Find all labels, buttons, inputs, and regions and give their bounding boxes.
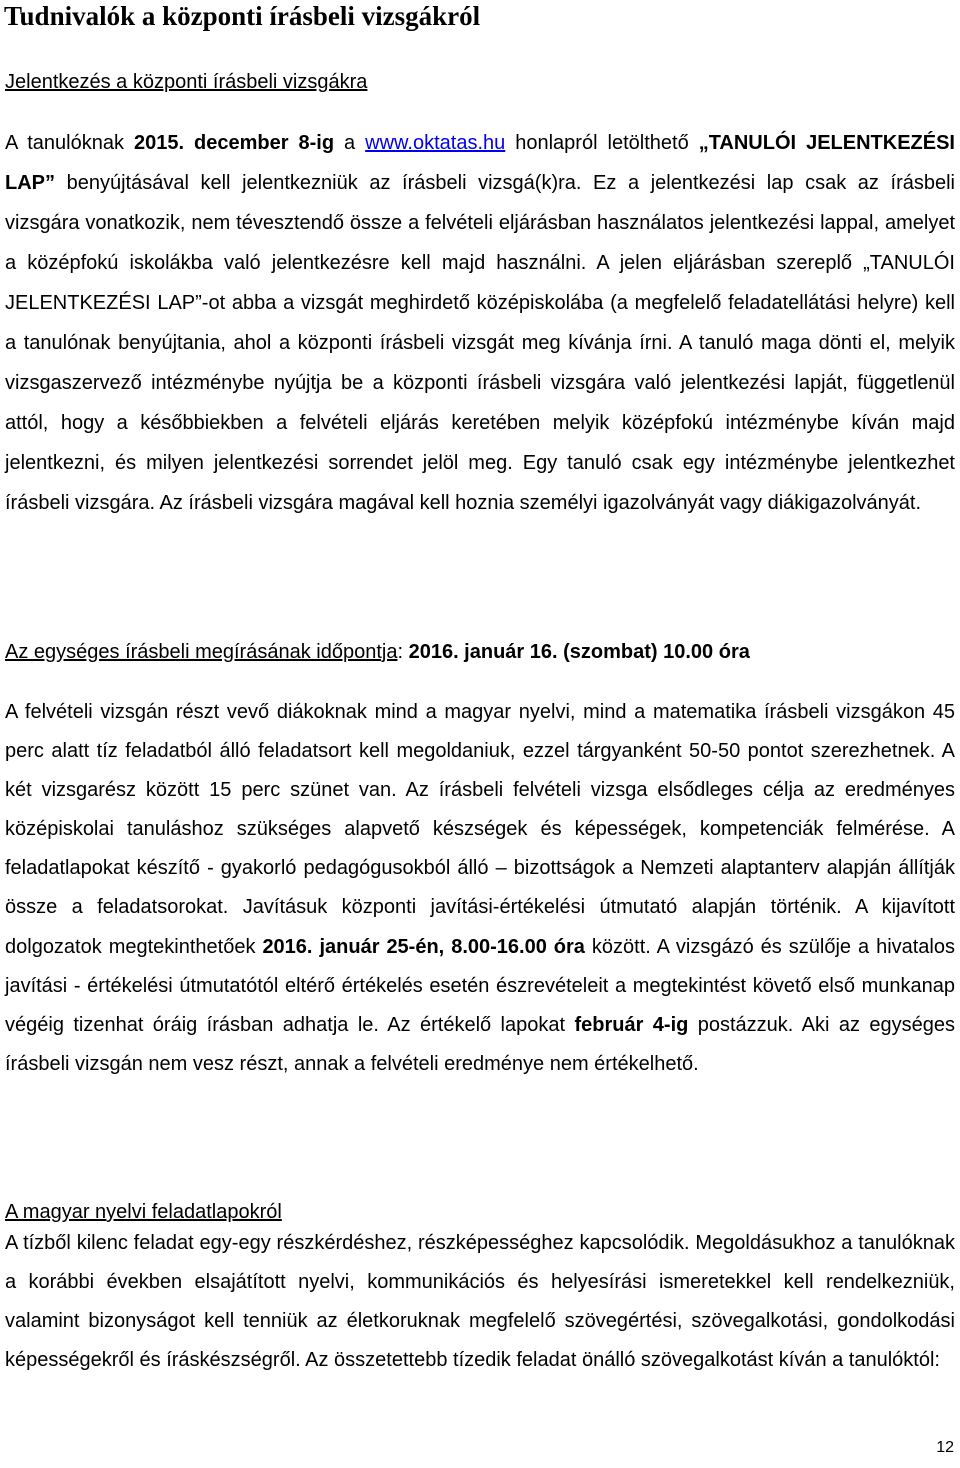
review-date: 2016. január 25-én, 8.00-16.00 óra bbox=[262, 935, 585, 958]
page-title: Tudnivalók a központi írásbeli vizsgákról bbox=[4, 1, 481, 31]
exam-date-colon: : bbox=[397, 641, 409, 663]
text-span: benyújtásával kell jelentkezniük az írásbeli vizsgá(k)ra. Ez a jelentkezési lap csak az írásbeli vizsgára vonatkozik, nem tévesztendő össze a felvételi eljárásban használatos jelentkezési lappal, amelyet a középfokú iskolákba való jelentkezésre kell majd használni. A jelen eljárásban szereplő „TANULÓI JELENTKEZÉSI LAP”-ot abba a vizsgát meghirdető középiskolába (a megfelelő feladatellátási helyre) kell a tanulónak benyújtania, ahol a központi írásbeli vizsgát meg kívánja írni. A tanuló maga dönti el, melyik vizsgaszervező intézménybe nyújtja be a központi írásbeli vizsgára való jelentkezési lapját, függetlenül attól, hogy a későbbiekben a felvételi eljárás keretében melyik középfokú intézménybe kíván majd jelentkezni, és milyen jelentkezési sorrendet jelöl meg. Egy tanuló csak egy intézménybe jelentkezhet írásbeli vizsgára. Az írásbeli vizsgára magával kell hoznia személyi igazolványát vagy diákigazolványát. bbox=[5, 172, 955, 514]
exam-date-line bbox=[5, 640, 750, 664]
registration-deadline: 2015. december 8-ig bbox=[133, 132, 335, 154]
section-heading-registration: Jelentkezés a központi írásbeli vizsgákra bbox=[5, 71, 368, 93]
page-number: 12 bbox=[936, 1439, 954, 1456]
text-span: A felvételi vizsgán részt vevő diákoknak mind a magyar nyelvi, mind a matematika írásbeli vizsgákon 45 perc alatt tíz feladatból álló feladatsort kell megoldaniuk, ezzel tárgyanként 50-50 pontot szerezhetnek. A két vizsgarész között 15 perc szünet van. Az írásbeli felvételi vizsga elsődleges célja az eredményes középiskolai tanuláshoz szükséges alapvető készségek és képességek, kompetenciák felmérése. A feladatlapokat készítő - gyakorló pedagógusokból álló – bizottságok a Nemzeti alaptanterv alapján állítják össze a feladatsorokat. Javításuk központi javítási-értékelési útmutató alapján történik. A kijavított dolgozatok megtekinthetőek bbox=[5, 701, 955, 958]
paragraph-exam-info bbox=[5, 693, 955, 1084]
text-span: A tanulóknak bbox=[5, 132, 134, 154]
text-span: honlapról letölthető bbox=[505, 132, 699, 154]
section-heading-hungarian: A magyar nyelvi feladatlapokról bbox=[5, 1201, 282, 1223]
form-name: „TANULÓI JELENTKEZÉSI LAP” bbox=[5, 132, 955, 194]
exam-date-label: Az egységes írásbeli megírásának időpontja bbox=[5, 641, 398, 663]
text-span: a bbox=[334, 132, 366, 154]
text-span: postázzuk. Aki az egységes írásbeli vizsgán nem vesz részt, annak a felvételi eredménye nem értékelhető. bbox=[5, 1013, 955, 1075]
paragraph-hungarian: A tízből kilenc feladat egy-egy részkérdéshez, részképességhez kapcsolódik. Megoldásukhoz a tanulóknak a korábbi években elsajátított nyelvi, kommunikációs és helyesírási ismeretekkel kell rendelkezniük, valamint bizonyságot kell tenniük az életkoruknak megfelelő szövegértési, szövegalkotási, gondolkodási képességekről és íráskészségről. Az összetettebb tízedik feladat önálló szövegalkotást kíván a tanulóktól: bbox=[5, 1232, 955, 1372]
paragraph-registration bbox=[5, 123, 955, 523]
exam-date-value: 2016. január 16. (szombat) 10.00 óra bbox=[408, 641, 750, 663]
mailing-date: február 4-ig bbox=[574, 1013, 689, 1036]
text-span: között. A vizsgázó és szülője a hivatalos javítási - értékelési útmutatótól eltérő értékelés esetén észrevételeit a megtekintést követő első munkanap végéig tizenhat óráig írásban adhatja le. Az értékelő lapokat bbox=[5, 935, 956, 1036]
oktatas-link[interactable]: www.oktatas.hu bbox=[365, 132, 506, 154]
